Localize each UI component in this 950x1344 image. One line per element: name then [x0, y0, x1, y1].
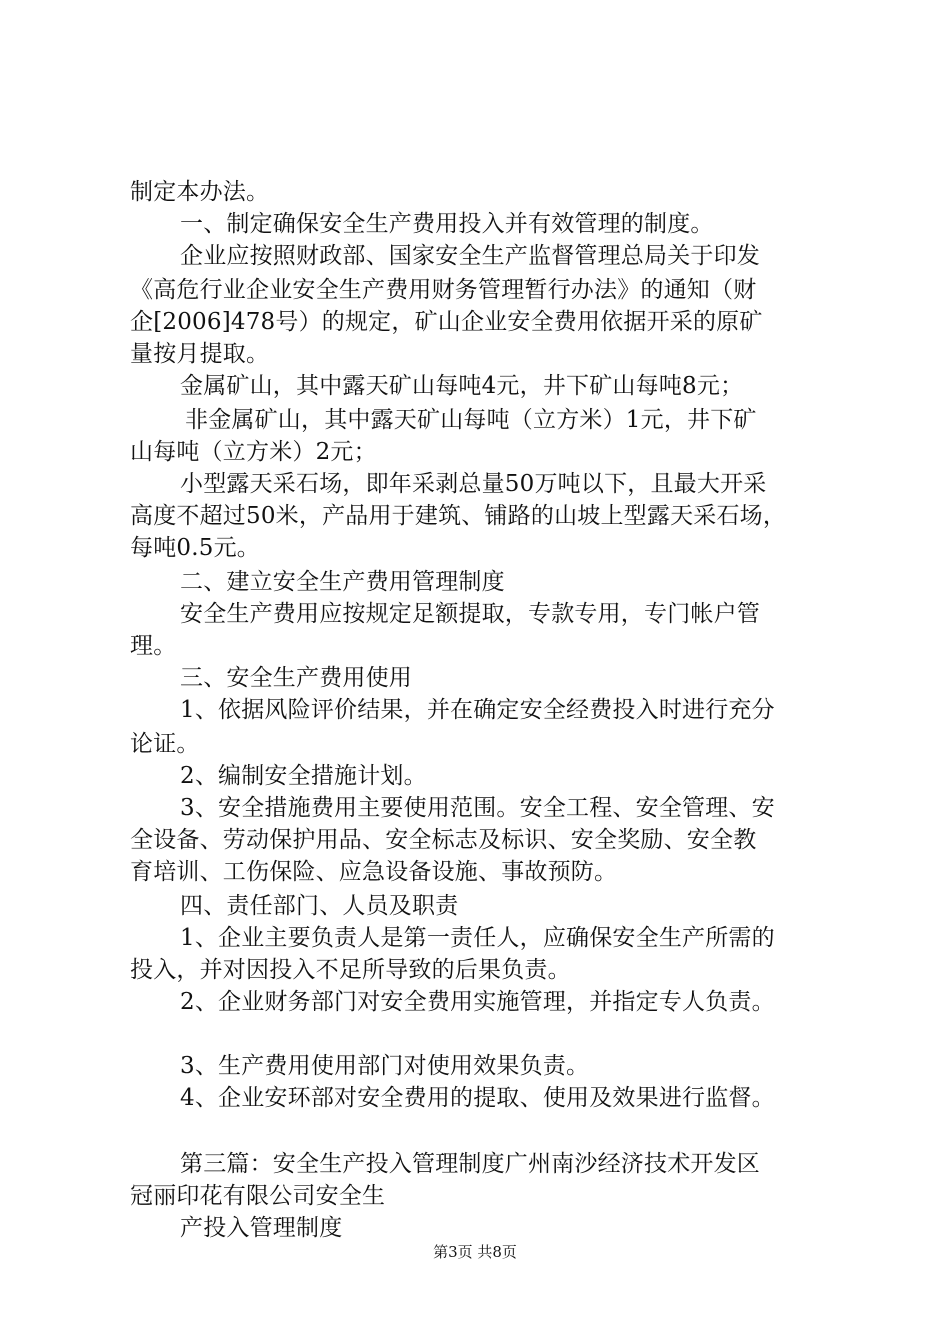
text-line: 金属矿山，其中露天矿山每吨4元，井下矿山每吨8元； — [180, 373, 744, 399]
text-line: 产投入管理制度 — [180, 1215, 343, 1241]
text-line: 2、企业财务部门对安全费用实施管理，并指定专人负责。 — [180, 989, 775, 1015]
text-line: 二、建立安全生产费用管理制度 — [180, 569, 505, 595]
text-line: 投入，并对因投入不足所导致的后果负责。 — [130, 957, 571, 983]
text-line: 冠丽印花有限公司安全生 — [130, 1183, 386, 1209]
text-line: 论证。 — [130, 731, 200, 757]
text-line: 4、企业安环部对安全费用的提取、使用及效果进行监督。 — [180, 1085, 775, 1111]
text-line: 非金属矿山，其中露天矿山每吨（立方米）1元，井下矿 — [185, 407, 757, 433]
text-line: 四、责任部门、人员及职责 — [180, 893, 459, 919]
text-line: 《高危行业企业安全生产费用财务管理暂行办法》的通知（财 — [130, 277, 757, 303]
text-line: 1、企业主要负责人是第一责任人，应确保安全生产所需的 — [180, 925, 775, 951]
text-line: 第三篇：安全生产投入管理制度广州南沙经济技术开发区 — [180, 1151, 760, 1177]
text-line: 量按月提取。 — [130, 341, 270, 367]
text-line: 企[2006]478号）的规定，矿山企业安全费用依据开采的原矿 — [130, 309, 763, 335]
text-line: 2、编制安全措施计划。 — [180, 763, 427, 789]
text-line: 3、生产费用使用部门对使用效果负责。 — [180, 1053, 590, 1079]
text-line: 企业应按照财政部、国家安全生产监督管理总局关于印发 — [180, 243, 760, 269]
text-line: 理。 — [130, 633, 177, 659]
page-footer: 第3页 共8页 — [433, 1243, 517, 1261]
text-line: 三、安全生产费用使用 — [180, 665, 412, 691]
text-line: 一、制定确保安全生产费用投入并有效管理的制度。 — [180, 211, 714, 237]
text-line: 每吨0.5元。 — [130, 535, 260, 561]
text-line: 安全生产费用应按规定足额提取，专款专用，专门帐户管 — [180, 601, 760, 627]
text-line: 1、依据风险评价结果，并在确定安全经费投入时进行充分 — [180, 697, 775, 723]
text-line: 小型露天采石场，即年采剥总量50万吨以下，且最大开采 — [180, 471, 767, 497]
text-line: 全设备、劳动保护用品、安全标志及标识、安全奖励、安全教 — [130, 827, 757, 853]
text-line: 制定本办法。 — [130, 179, 270, 205]
text-line: 山每吨（立方米）2元； — [130, 439, 377, 465]
text-line: 3、安全措施费用主要使用范围。安全工程、安全管理、安 — [180, 795, 775, 821]
text-line: 育培训、工伤保险、应急设备设施、事故预防。 — [130, 859, 618, 885]
text-line: 高度不超过50米，产品用于建筑、铺路的山坡上型露天采石场， — [130, 503, 787, 529]
